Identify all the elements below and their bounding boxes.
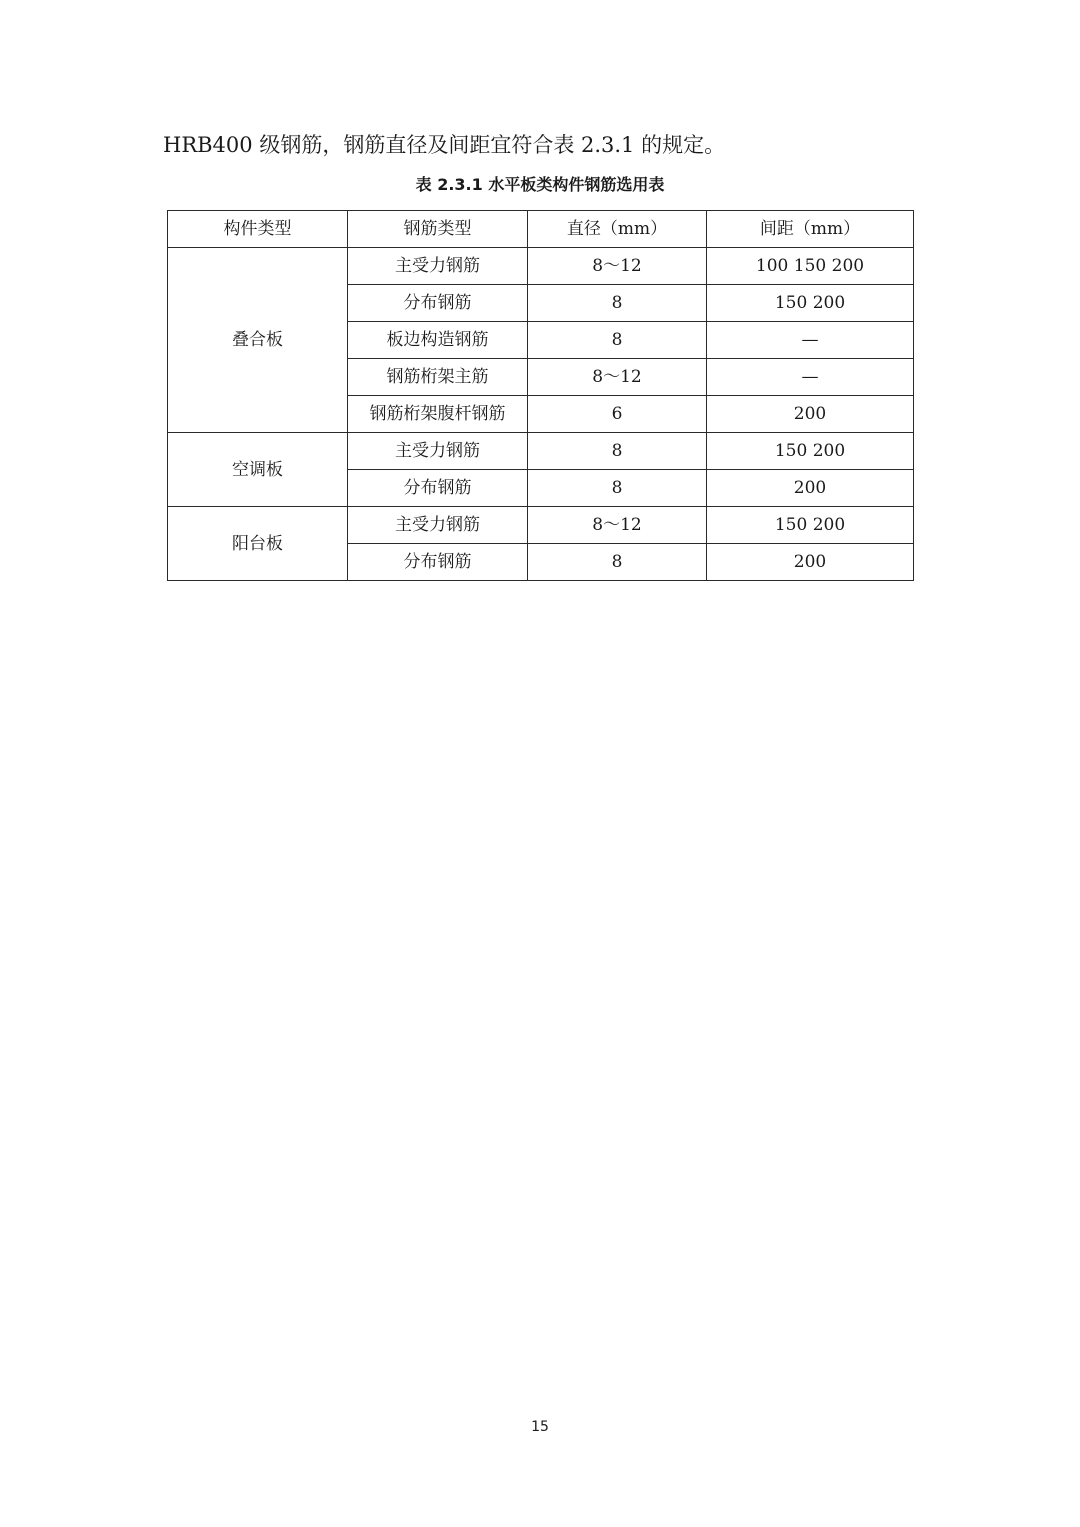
header-component-type: 构件类型	[168, 211, 348, 248]
rebar-type-cell: 板边构造钢筋	[348, 322, 528, 359]
spacing-cell: 150 200	[707, 433, 914, 470]
rebar-type-cell: 钢筋桁架腹杆钢筋	[348, 396, 528, 433]
rebar-type-cell: 分布钢筋	[348, 544, 528, 581]
component-cell: 阳台板	[168, 507, 348, 581]
diameter-cell: 8～12	[528, 359, 707, 396]
rebar-type-cell: 钢筋桁架主筋	[348, 359, 528, 396]
spacing-cell: 200	[707, 396, 914, 433]
table-header-row	[168, 211, 914, 248]
diameter-cell: 6	[528, 396, 707, 433]
rebar-type-cell: 主受力钢筋	[348, 433, 528, 470]
spacing-cell: 200	[707, 544, 914, 581]
component-cell: 空调板	[168, 433, 348, 507]
intro-paragraph: HRB400 级钢筋，钢筋直径及间距宜符合表 2.3.1 的规定。	[163, 133, 726, 157]
table-row	[168, 248, 914, 285]
diameter-cell: 8	[528, 544, 707, 581]
table-row	[168, 433, 914, 470]
spacing-cell: 150 200	[707, 285, 914, 322]
spacing-cell: 150 200	[707, 507, 914, 544]
diameter-cell: 8	[528, 322, 707, 359]
header-spacing: 间距（mm）	[707, 211, 914, 248]
diameter-cell: 8～12	[528, 248, 707, 285]
spacing-cell: —	[707, 359, 914, 396]
table-row	[168, 507, 914, 544]
rebar-type-cell: 主受力钢筋	[348, 507, 528, 544]
rebar-type-cell: 分布钢筋	[348, 470, 528, 507]
table-caption: 表 2.3.1 水平板类构件钢筋选用表	[415, 175, 665, 194]
diameter-cell: 8	[528, 470, 707, 507]
diameter-cell: 8～12	[528, 507, 707, 544]
rebar-selection-table	[167, 210, 914, 581]
rebar-type-cell: 分布钢筋	[348, 285, 528, 322]
page-number: 15	[531, 1419, 549, 1435]
diameter-cell: 8	[528, 433, 707, 470]
diameter-cell: 8	[528, 285, 707, 322]
spacing-cell: 200	[707, 470, 914, 507]
spacing-cell: —	[707, 322, 914, 359]
spacing-cell: 100 150 200	[707, 248, 914, 285]
component-cell: 叠合板	[168, 248, 348, 433]
rebar-type-cell: 主受力钢筋	[348, 248, 528, 285]
header-diameter: 直径（mm）	[528, 211, 707, 248]
header-rebar-type: 钢筋类型	[348, 211, 528, 248]
